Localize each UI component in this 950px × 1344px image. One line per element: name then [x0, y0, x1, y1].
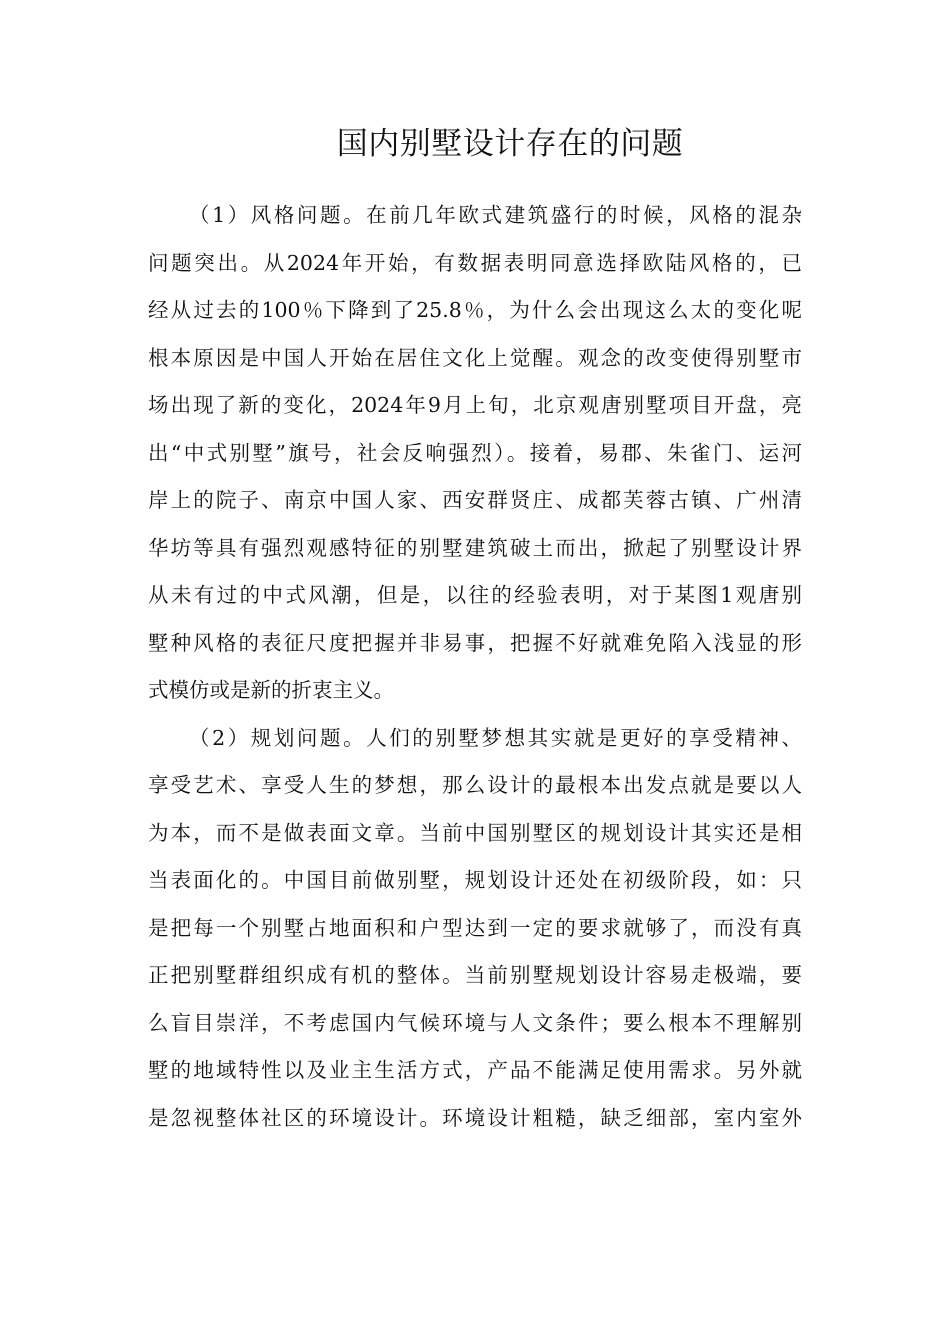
paragraph-1-line-9: 从未有过的中式风潮，但是，以往的经验表明，对于某图1观唐别	[148, 583, 802, 607]
paragraph-2-line-9: 是忽视整体社区的环境设计。环境设计粗糙，缺乏细部，室内室外	[148, 1105, 802, 1130]
paragraph-1-line-10: 墅种风格的表征尺度把握并非易事，把握不好就难免陷入浅显的形	[148, 630, 802, 655]
paragraph-1-line-3: 经从过去的100％下降到了25.8％，为什么会出现这么太的变化呢	[148, 298, 802, 322]
paragraph-1-line-11: 式模仿或是新的折衷主义。	[148, 678, 394, 702]
document-title: 国内别墅设计存在的问题	[336, 126, 684, 162]
paragraph-2-line-4: 当表面化的。中国目前做别墅，规划设计还处在初级阶段，如：只	[148, 868, 802, 892]
paragraph-2-line-5: 是把每一个别墅占地面积和户型达到一定的要求就够了，而没有真	[148, 915, 802, 940]
paragraph-1-line-4: 根本原因是中国人开始在居住文化上觉醒。观念的改变使得别墅市	[148, 345, 802, 370]
paragraph-1-line-6: 出“中式别墅”旗号，社会反响强烈）。接着，易郡、朱雀门、运河	[148, 440, 802, 465]
paragraph-1-line-5: 场出现了新的变化，2024年9月上旬，北京观唐别墅项目开盘，亮	[148, 393, 802, 417]
paragraph-2-line-2: 享受艺术、享受人生的梦想，那么设计的最根本出发点就是要以人	[148, 773, 802, 797]
paragraph-2-line-7: 么盲目崇洋，不考虑国内气候环境与人文条件；要么根本不理解别	[148, 1010, 802, 1035]
paragraph-2-line-1: （2）规划问题。人们的别墅梦想其实就是更好的享受精神、	[189, 725, 802, 750]
document-body	[148, 192, 802, 1142]
paragraph-1-line-8: 华坊等具有强烈观感特征的别墅建筑破土而出，掀起了别墅设计界	[148, 535, 802, 560]
paragraph-2-line-3: 为本，而不是做表面文章。当前中国别墅区的规划设计其实还是相	[148, 820, 802, 845]
paragraph-1-line-2: 问题突出。从2024年开始，有数据表明同意选择欧陆风格的，已	[148, 250, 802, 275]
paragraph-1-line-1: （1）风格问题。在前几年欧式建筑盛行的时候，风格的混杂	[189, 203, 802, 227]
paragraph-2-line-6: 正把别墅群组织成有机的整体。当前别墅规划设计容易走极端，要	[148, 963, 802, 987]
paragraph-1-line-7: 岸上的院子、南京中国人家、西安群贤庄、成都芙蓉古镇、广州清	[148, 488, 802, 512]
paragraph-2-line-8: 墅的地域特性以及业主生活方式，产品不能满足使用需求。另外就	[148, 1058, 802, 1082]
